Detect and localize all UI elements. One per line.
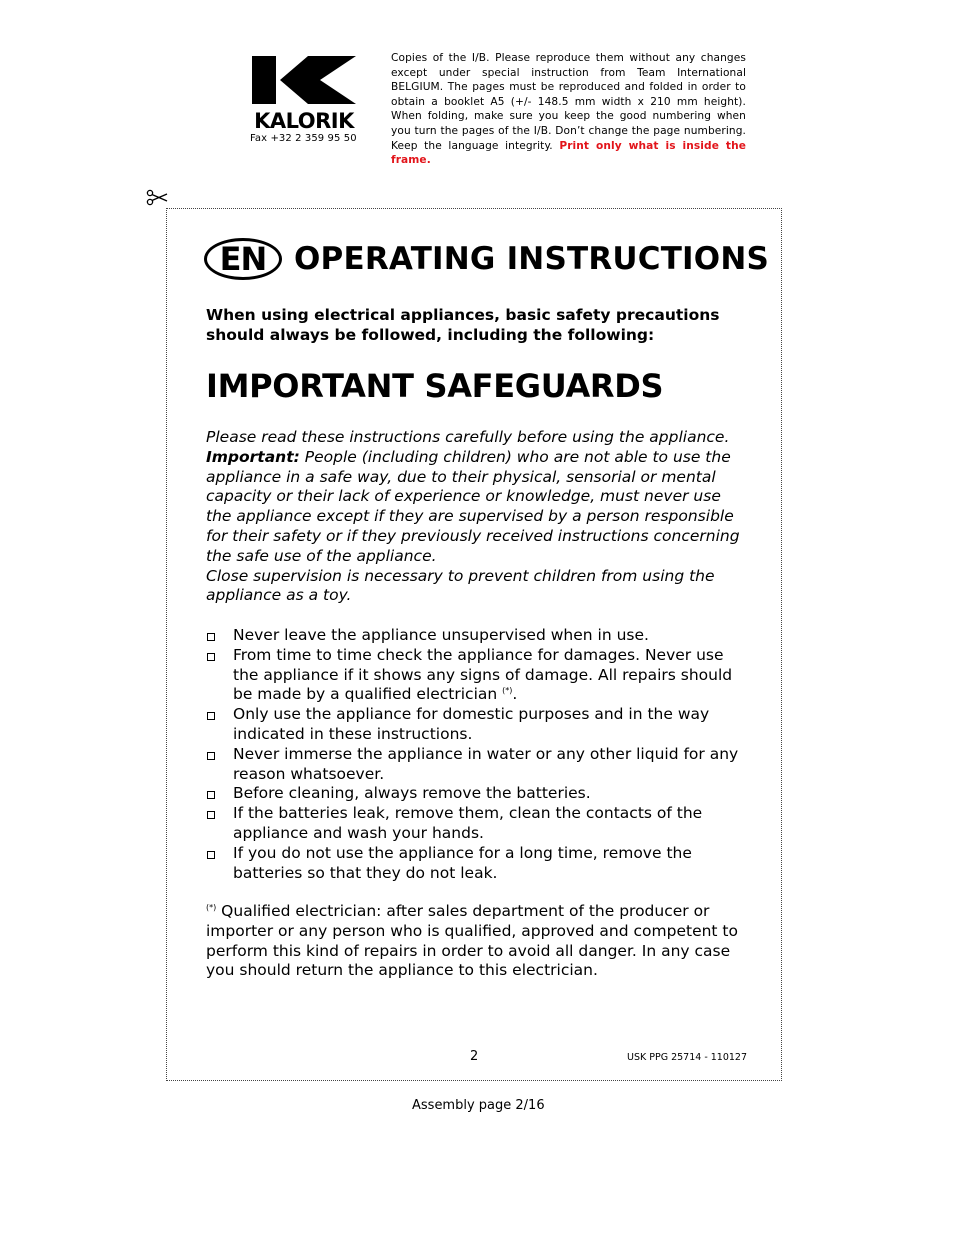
list-item: Before cleaning, always remove the batteries. — [206, 784, 751, 804]
read-line: Please read these instructions carefully before using the appliance. — [206, 428, 730, 446]
list-item: If you do not use the appliance for a long time, remove the batteries so that they do not leak. — [206, 844, 751, 884]
page-number: 2 — [470, 1049, 479, 1064]
operating-instructions-title: OPERATING INSTRUCTIONS — [294, 241, 770, 277]
fax-number: Fax +32 2 359 95 50 — [250, 133, 357, 144]
list-item: Only use the appliance for domestic purposes and in the way indicated in these instructions. — [206, 705, 751, 745]
document-code: USK PPG 25714 - 110127 — [627, 1052, 748, 1063]
footnote-text: Qualified electrician: after sales department of the producer or importer or any person who is qualified, approved and competent to perform this kind of repairs in order to avoid all danger. In any case you should return the appliance to this electrician. — [206, 902, 738, 980]
checkbox-bullet-icon — [207, 712, 215, 720]
page-heading — [204, 236, 770, 286]
sentence-end: . — [512, 685, 518, 704]
checkbox-bullet-icon — [207, 791, 215, 799]
notice-text: Copies of the I/B. Please reproduce them without any changes except under special instruction from Team International BELGIUM. The pages must be reproduced and folded in order to obtain a booklet A5 (+/- 148.5 mm width x 210 mm height). When folding, make sure you keep the good numbering when you turn the pages of the I/B. Don’t change the page numbering. Keep the language integrity. — [391, 52, 746, 152]
list-item: Never leave the appliance unsupervised when in use. — [206, 626, 751, 646]
list-item: Never immerse the appliance in water or any other liquid for any reason whatsoever. — [206, 745, 751, 785]
reproduction-notice — [391, 51, 746, 168]
important-label: Important: — [206, 447, 300, 466]
footnote-marker: (*) — [206, 903, 217, 912]
important-text: People (including children) who are not able to use the appliance in a safe way, due to their physical, sensorial or mental capacity or their lack of experience or knowledge, must never use the appliance except if they are supervised by a person responsible for their safety or if they previously received instructions concerning the safe use of the appliance. — [206, 447, 740, 565]
checkbox-bullet-icon — [207, 752, 215, 760]
scissors-icon — [146, 188, 168, 208]
logo-wordmark: KALORIK — [254, 109, 354, 132]
notice-red-text: Print only what is inside the frame. — [391, 139, 747, 167]
footnote — [206, 902, 751, 981]
list-item: If the batteries leak, remove them, clean the contacts of the appliance and wash your hands. — [206, 804, 751, 844]
checkbox-bullet-icon — [207, 633, 215, 641]
read-instructions-block — [206, 428, 751, 606]
supervision-paragraph: Close supervision is necessary to prevent children from using the appliance as a toy. — [206, 566, 715, 605]
kalorik-logo — [250, 56, 358, 132]
checkbox-bullet-icon — [207, 851, 215, 859]
assembly-page: Assembly page 2/16 — [412, 1098, 545, 1113]
footnote-marker: (*) — [502, 686, 513, 696]
safeguard-list — [206, 626, 751, 883]
language-badge: EN — [204, 238, 282, 280]
checkbox-bullet-icon — [207, 811, 215, 819]
list-item: From time to time check the appliance for damages. Never use the appliance if it shows any signs of damage. All repairs should be made by a qualified electrician (*). — [206, 646, 751, 705]
section-title: IMPORTANT SAFEGUARDS — [206, 367, 664, 405]
intro-text: When using electrical appliances, basic safety precautions should always be followed, including the following: — [206, 306, 720, 344]
checkbox-bullet-icon — [207, 653, 215, 661]
important-paragraph — [206, 448, 751, 567]
